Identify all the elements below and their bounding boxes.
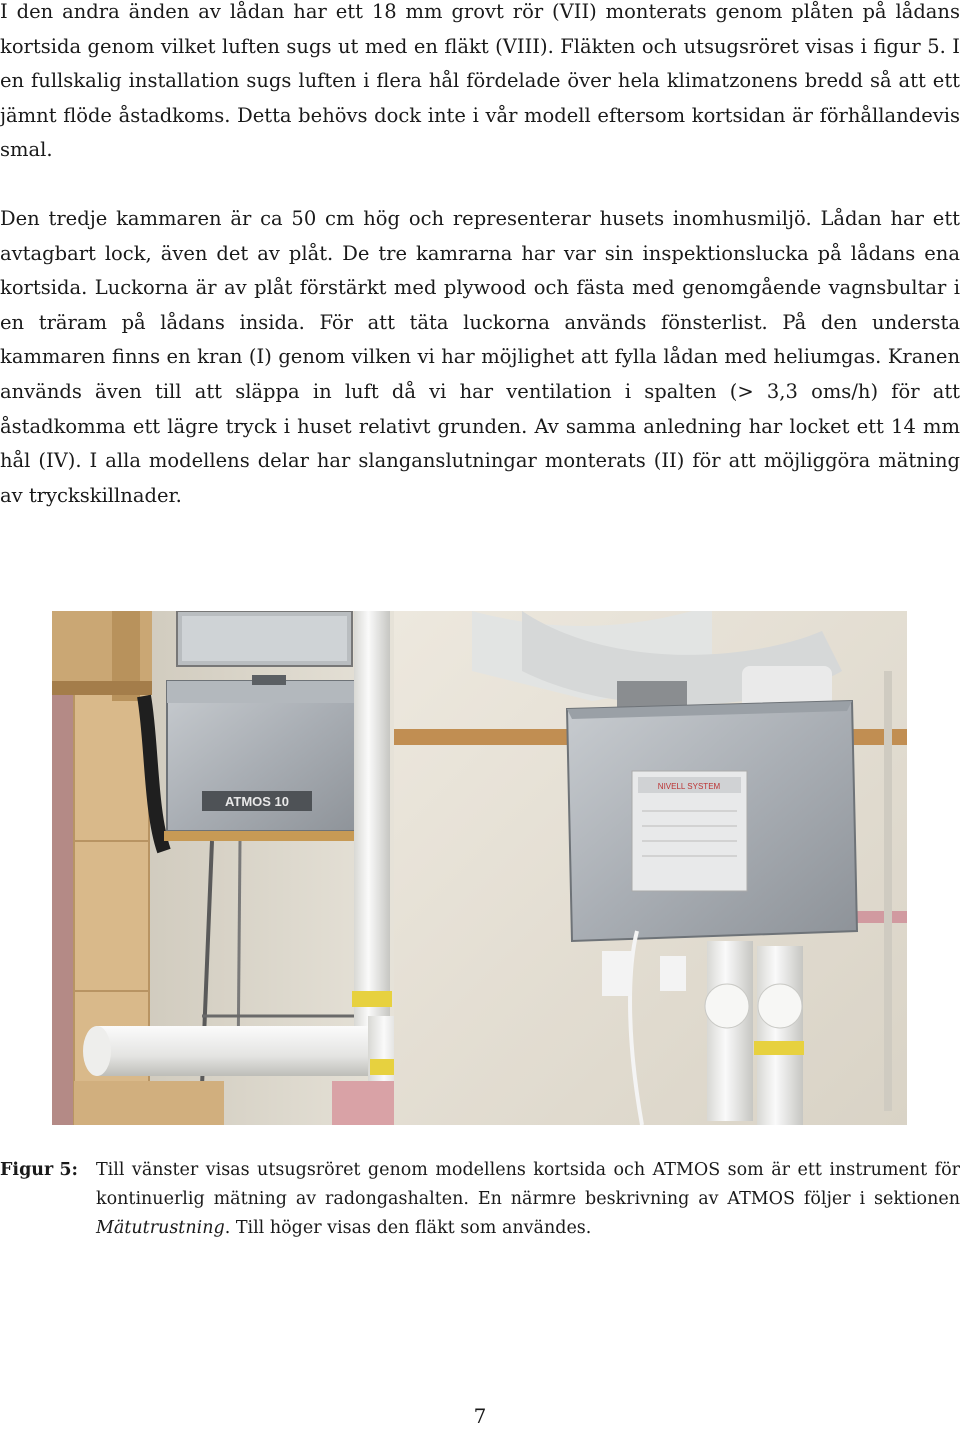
caption-section-reference: Mätutrustning	[96, 1218, 225, 1238]
right-photo	[394, 611, 907, 1125]
fan-label: NIVELL SYSTEM	[657, 782, 721, 791]
left-photo	[52, 611, 410, 1125]
caption-label: Figur 5:	[0, 1160, 78, 1180]
caption-text: Till vänster visas utsugsröret genom modellens kortsida och ATMOS som är ett instrument för kontinuerlig mätning av radongashalten. En närmre beskrivning av ATMOS följer i sektionen Mätutrustning. Till höger visas den fläkt som användes.	[96, 1160, 960, 1238]
figure-5-photo	[52, 611, 907, 1125]
figure-photo-illustration	[52, 611, 907, 1125]
body-paragraph-2: Den tredje kammaren är ca 50 cm hög och representerar husets inomhusmiljö. Lådan har ett avtagbart lock, även det av plåt. De tre kamrarna har var sin inspektionslucka på lådans ena kortsida. Luckorna är av plåt förstärkt med plywood och fästa med genomgående vagnsbultar i en träram på lådans insida. För att täta luckorna används fönsterlist. På den understa kammaren finns en kran (I) genom vilken vi har möjlighet att fylla lådan med heliumgas. Kranen används även till att släppa in luft då vi har ventilation i spalten (> 3,3 oms/h) för att åstadkomma ett lägre tryck i huset relativt grunden. Av samma anledning har locket ett 14 mm hål (IV). I alla modellens delar har slanganslutningar monterats (II) för att möjliggöra mätning av tryckskillnader.	[0, 207, 960, 507]
atmos-label: ATMOS 10	[224, 794, 290, 809]
body-paragraph-1: I den andra änden av lådan har ett 18 mm grovt rör (VII) monterats genom plåten på lådans kortsida genom vilket luften sugs ut med en fläkt (VIII). Fläkten och utsugsröret visas i figur 5. I en fullskalig installation sugs luften i flera hål fördelade över hela klimatzonens bredd så att ett jämnt flöde åstadkoms. Detta behövs dock inte i vår modell eftersom kortsidan är förhållandevis smal.	[0, 0, 960, 162]
page-number: 7	[473, 1404, 487, 1428]
